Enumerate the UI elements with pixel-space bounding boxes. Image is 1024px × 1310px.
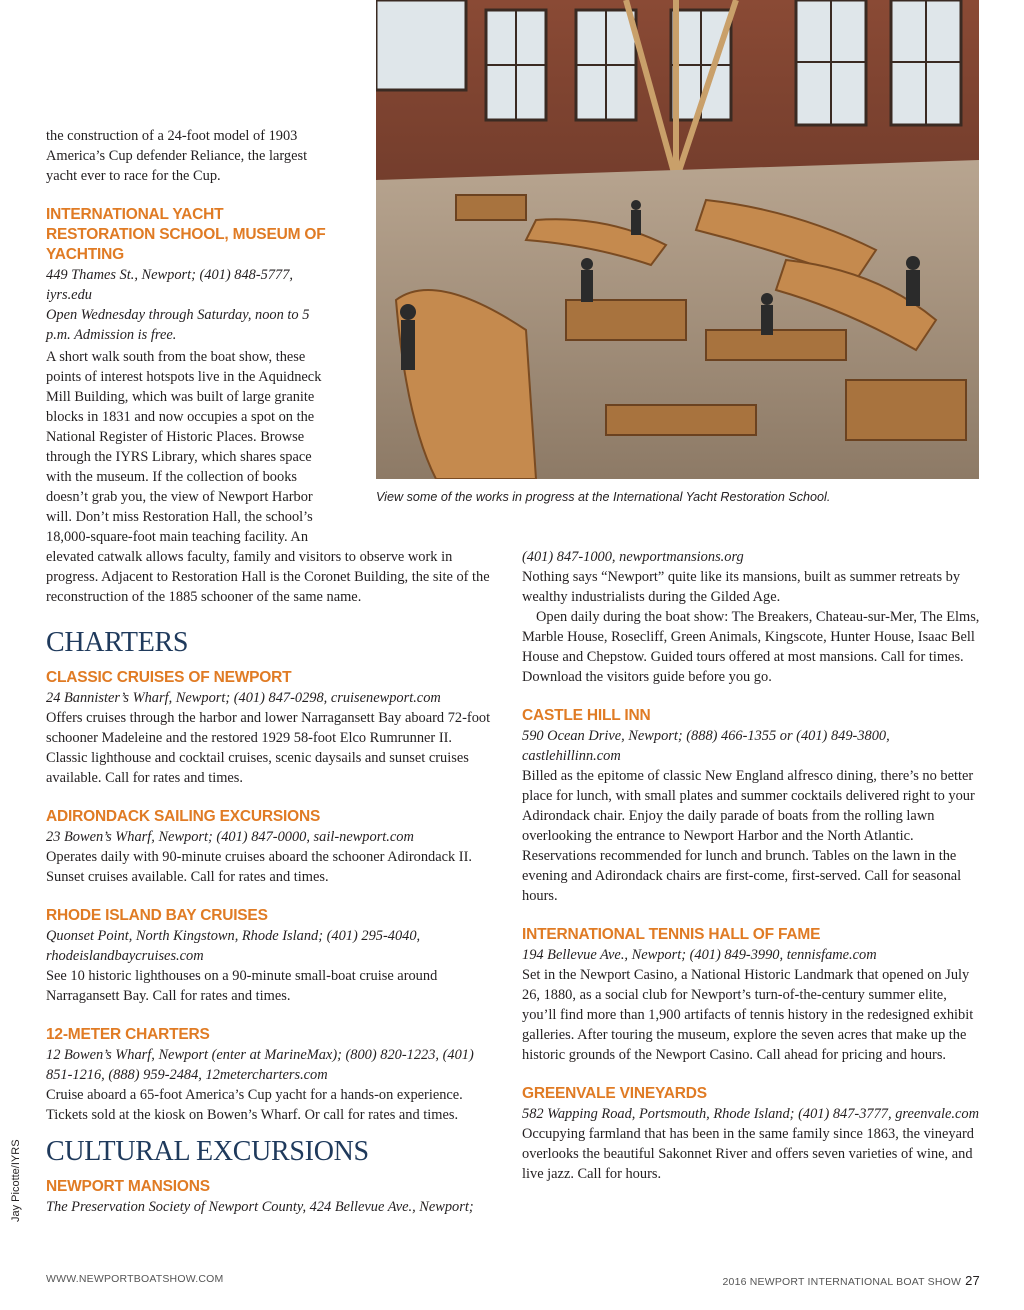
iyrs-heading: INTERNATIONAL YACHT RESTORATION SCHOOL, MUSEUM OF YACHTING	[46, 206, 326, 263]
charter-body: Cruise aboard a 65-foot America’s Cup yacht for a hands-on experience. Tickets sold at the kiosk on Bowen’s Wharf. Or call for rates and times.	[46, 1087, 463, 1123]
iyrs-address: 449 Thames St., Newport; (401) 848-5777, iyrs.edu	[46, 267, 294, 303]
footer-website: WWW.NEWPORTBOATSHOW.COM	[46, 1273, 224, 1285]
charter-heading: CLASSIC CRUISES OF NEWPORT	[46, 669, 292, 686]
right-column	[522, 547, 980, 1184]
charter-body: Operates daily with 90-minute cruises aboard the schooner Adirondack II. Sunset cruises available. Call for rates and times.	[46, 849, 472, 885]
charter-body: See 10 historic lighthouses on a 90-minute small-boat cruise around Narragansett Bay. Call for rates and times.	[46, 968, 438, 1004]
charter-address: 24 Bannister’s Wharf, Newport; (401) 847-0298, cruisenewport.com	[46, 690, 441, 706]
charter-address: 12 Bowen’s Wharf, Newport (enter at MarineMax); (800) 820-1223, (401) 851-1216, (888) 959-2484, 12metercharters.com	[46, 1047, 474, 1083]
cultural-title: CULTURAL EXCURSIONS	[46, 1136, 369, 1167]
mansions-body: Nothing says “Newport” quite like its mansions, built as summer retreats by wealthy industrialists during the Gilded Age.	[522, 569, 961, 605]
page-number: 27	[965, 1273, 980, 1288]
excursion-body: Billed as the epitome of classic New England alfresco dining, there’s no better place for lunch, with small plates and summer cocktails delivered right to your Adirondack chair. Enjoy the daily parade of boats from the rolling lawn overlooking the entrance to Newport Harbor and the North Atlantic. Reservations recommended for lunch and brunch. Tables on the lawn in the evening and Adirondack chairs are first-come, first-served. Call for seasonal hours.	[522, 768, 975, 904]
photo-credit-text: Jay Picotte/IYRS	[10, 1139, 22, 1222]
excursion-heading: CASTLE HILL INN	[522, 707, 651, 724]
iyrs-body-wrap	[46, 347, 494, 607]
left-top-column	[46, 126, 332, 345]
charters-section	[46, 626, 494, 1217]
charter-address: Quonset Point, North Kingstown, Rhode Island; (401) 295-4040, rhodeislandbaycruises.com	[46, 928, 421, 964]
charter-heading: 12-METER CHARTERS	[46, 1026, 210, 1043]
footer-publication	[722, 1273, 980, 1288]
excursion-body: Occupying farmland that has been in the same family since 1863, the vineyard overlooks the beautiful Sakonnet River and offers seven varieties of wine, and live jazz. Call for hours.	[522, 1126, 974, 1182]
mansions-address-cont: (401) 847-1000, newportmansions.org	[522, 549, 744, 565]
charter-heading: ADIRONDACK SAILING EXCURSIONS	[46, 808, 321, 825]
excursion-body: Set in the Newport Casino, a National Historic Landmark that opened on July 26, 1880, as a social club for Newport’s turn-of-the-century summer elite, you’ll find more than 1,900 artifacts of tennis history in the redesigned exhibit galleries. After touring the museum, explore the seven acres that make up the historic grounds of the Newport Casino. Call ahead for pricing and hours.	[522, 967, 974, 1063]
iyrs-hours: Open Wednesday through Saturday, noon to 5 p.m. Admission is free.	[46, 307, 310, 343]
charters-title: CHARTERS	[46, 627, 189, 658]
mansions-heading: NEWPORT MANSIONS	[46, 1178, 210, 1195]
mansions-address: The Preservation Society of Newport County, 424 Bellevue Ave., Newport;	[46, 1199, 474, 1215]
excursion-address: 590 Ocean Drive, Newport; (888) 466-1355 or (401) 849-3800, castlehillinn.com	[522, 728, 890, 764]
photo-credit	[10, 1132, 30, 1222]
footer-publication-title: 2016 NEWPORT INTERNATIONAL BOAT SHOW	[722, 1276, 962, 1288]
excursion-heading: GREENVALE VINEYARDS	[522, 1085, 707, 1102]
excursion-heading: INTERNATIONAL TENNIS HALL OF FAME	[522, 926, 821, 943]
charter-body: Offers cruises through the harbor and lower Narragansett Bay aboard 72-foot schooner Madeleine and the restored 1929 58-foot Elco Rumrunner II. Classic lighthouse and cocktail cruises, scenic daysails and sunset cruises available. Call for rates and times.	[46, 710, 491, 786]
photo-caption: View some of the works in progress at the International Yacht Restoration School.	[376, 490, 831, 504]
iyrs-body: A short walk south from the boat show, these points of interest hotspots live in the Aquidneck Mill Building, which was built of large granite blocks in 1831 and now occupies a spot on the National Register of Historic Places. Browse through the IYRS Library, which shares space with the museum. If the collection of books doesn’t grab you, the view of Newport Harbor will. Don’t miss Restoration Hall, the school’s 18,000-square-foot main teaching facility. An elevated catwalk allows faculty, family and visitors to observe work in progress. Adjacent to Restoration Hall is the Coronet Building, the site of the reconstruction of the 1885 schooner of the same name.	[46, 349, 490, 605]
intro-text: the construction of a 24-foot model of 1903 America’s Cup defender Reliance, the largest yacht ever to race for the Cup.	[46, 128, 308, 184]
mansions-body-2: Open daily during the boat show: The Breakers, Chateau-sur-Mer, The Elms, Marble House, Rosecliff, Green Animals, Kingscote, Hunter House, Isaac Bell House and Chepstow. Guided tours offered at most mansions. Call for times. Download the visitors guide before you go.	[522, 609, 980, 685]
charter-address: 23 Bowen’s Wharf, Newport; (401) 847-0000, sail-newport.com	[46, 829, 414, 845]
excursion-address: 582 Wapping Road, Portsmouth, Rhode Island; (401) 847-3777, greenvale.com	[522, 1106, 979, 1122]
charter-heading: RHODE ISLAND BAY CRUISES	[46, 907, 268, 924]
excursion-address: 194 Bellevue Ave., Newport; (401) 849-3990, tennisfame.com	[522, 947, 877, 963]
